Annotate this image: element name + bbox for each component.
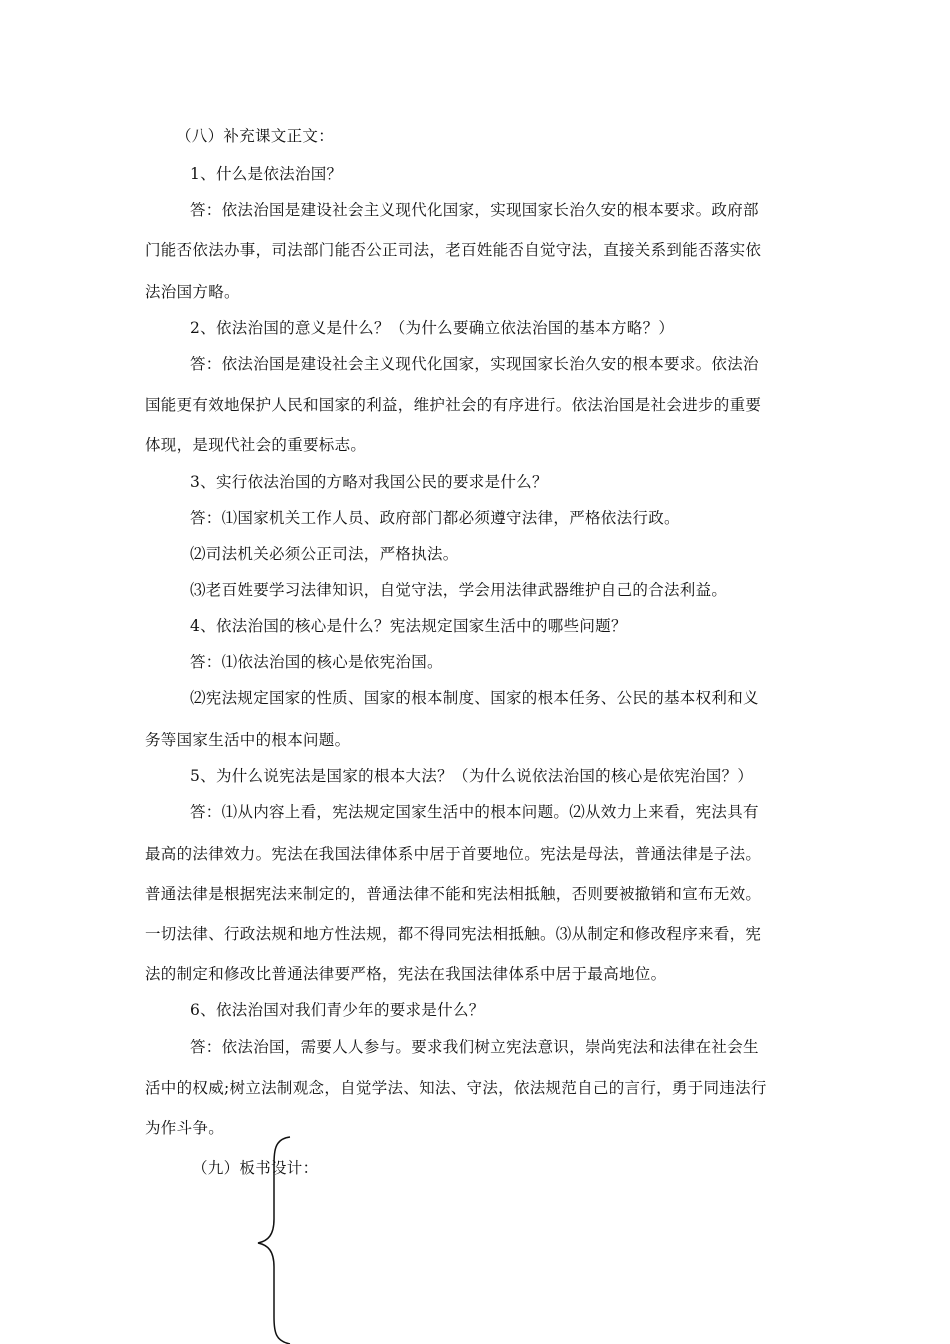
answer-3-line-1: 答：⑴国家机关工作人员、政府部门都必须遵守法律，严格依法行政。: [190, 509, 680, 527]
answer-5-line-2: 最高的法律效力。宪法在我国法律体系中居于首要地位。宪法是母法，普通法律是子法。: [145, 845, 762, 863]
answer-4-line-1: 答：⑴依法治国的核心是依宪治国。: [190, 653, 443, 671]
answer-5-line-4: 一切法律、行政法规和地方性法规，都不得同宪法相抵触。⑶从制定和修改程序来看，宪: [145, 925, 762, 943]
answer-2-line-2: 国能更有效地保护人民和国家的利益，维护社会的有序进行。依法治国是社会进步的重要: [145, 396, 762, 414]
answer-6-line-2: 活中的权威;树立法制观念，自觉学法、知法、守法，依法规范自己的言行，勇于同违法行: [145, 1079, 767, 1097]
answer-4-line-2: ⑵宪法规定国家的性质、国家的根本制度、国家的根本任务、公民的基本权利和义: [190, 689, 759, 707]
answer-5-line-1: 答：⑴从内容上看，宪法规定国家生活中的根本问题。⑵从效力上来看，宪法具有: [190, 803, 759, 821]
question-3: 3、实行依法治国的方略对我国公民的要求是什么？: [190, 473, 548, 491]
answer-1-line-3: 法治国方略。: [145, 283, 240, 301]
question-2: 2、依法治国的意义是什么？（为什么要确立依法治国的基本方略？）: [190, 319, 675, 337]
answer-5-line-3: 普通法律是根据宪法来制定的，普通法律不能和宪法相抵触，否则要被撤销和宣布无效。: [145, 885, 762, 903]
question-5: 5、为什么说宪法是国家的根本大法？（为什么说依法治国的核心是依宪治国？）: [190, 767, 754, 785]
answer-1-line-2: 门能否依法办事，司法部门能否公正司法，老百姓能否自觉守法，直接关系到能否落实依: [145, 241, 762, 259]
question-1: 1、什么是依法治国？: [190, 165, 343, 183]
answer-3-line-2: ⑵司法机关必须公正司法，严格执法。: [190, 545, 459, 563]
answer-2-line-1: 答：依法治国是建设社会主义现代化国家，实现国家长治久安的根本要求。依法治: [190, 355, 759, 373]
answer-6-line-3: 为作斗争。: [145, 1119, 225, 1137]
answer-5-line-5: 法的制定和修改比普通法律要严格，宪法在我国法律体系中居于最高地位。: [145, 965, 667, 983]
answer-3-line-3: ⑶老百姓要学习法律知识，自觉守法，学会用法律武器维护自己的合法利益。: [190, 581, 728, 599]
answer-4-line-3: 务等国家生活中的根本问题。: [145, 731, 351, 749]
curly-brace-icon: [250, 1135, 300, 1344]
section-8-heading: （八）补充课文正文：: [176, 127, 335, 145]
answer-2-line-3: 体现，是现代社会的重要标志。: [145, 436, 367, 454]
section-9-heading: （九）板书设计：: [192, 1159, 319, 1177]
question-4: 4、依法治国的核心是什么？宪法规定国家生活中的哪些问题？: [190, 617, 627, 635]
answer-1-line-1: 答：依法治国是建设社会主义现代化国家，实现国家长治久安的根本要求。政府部: [190, 201, 759, 219]
question-6: 6、依法治国对我们青少年的要求是什么？: [190, 1001, 485, 1019]
answer-6-line-1: 答：依法治国，需要人人参与。要求我们树立宪法意识，崇尚宪法和法律在社会生: [190, 1038, 759, 1056]
